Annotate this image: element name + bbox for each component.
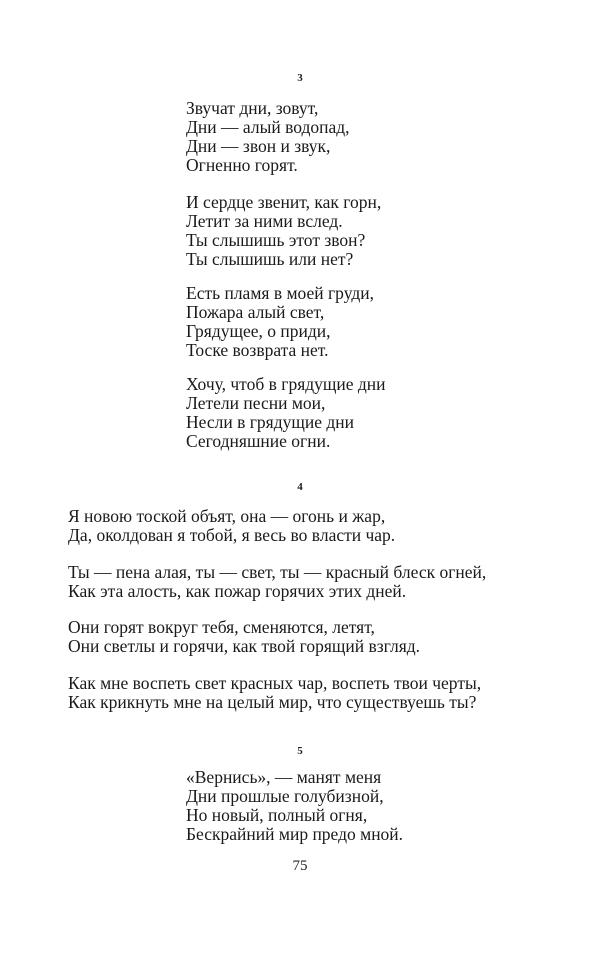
verse-line: Огненно горят. bbox=[186, 155, 298, 175]
verse-line: Они горят вокруг тебя, сменяются, летят, bbox=[68, 617, 375, 637]
verse-line: «Вернись», — манят меня bbox=[186, 767, 382, 787]
stanza bbox=[68, 618, 420, 656]
stanza bbox=[68, 674, 481, 712]
verse-line: Хочу, чтоб в грядущие дни bbox=[186, 374, 386, 394]
stanza bbox=[186, 99, 350, 175]
stanza bbox=[186, 768, 403, 844]
stanza bbox=[68, 507, 395, 545]
verse-line: Сегодняшние огни. bbox=[186, 431, 331, 451]
stanza bbox=[186, 193, 381, 269]
verse-line: Летит за ними вслед. bbox=[186, 211, 343, 231]
stanza bbox=[186, 375, 386, 451]
verse-line: Несли в грядущие дни bbox=[186, 412, 354, 432]
stanza bbox=[68, 563, 486, 601]
verse-line: Они светлы и горячи, как твой горящий взгляд. bbox=[68, 636, 421, 656]
verse-line: Но новый, полный огня, bbox=[186, 805, 368, 825]
poem-number: 5 bbox=[297, 745, 303, 757]
poem-number: 4 bbox=[297, 481, 303, 493]
page-number: 75 bbox=[292, 858, 308, 874]
verse-line: Ты — пена алая, ты — свет, ты — красный блеск огней, bbox=[68, 562, 487, 582]
verse-line: Звучат дни, зовут, bbox=[186, 98, 319, 118]
verse-line: И сердце звенит, как горн, bbox=[186, 192, 382, 212]
verse-line: Бескрайний мир предо мной. bbox=[186, 824, 404, 844]
stanza bbox=[186, 284, 374, 360]
verse-line: Как эта алость, как пожар горячих этих дней. bbox=[68, 581, 407, 601]
verse-line: Летели песни мои, bbox=[186, 393, 326, 413]
verse-line: Дни — алый водопад, bbox=[186, 117, 350, 137]
verse-line: Пожара алый свет, bbox=[186, 302, 325, 322]
verse-line: Да, околдован я тобой, я весь во власти чар. bbox=[68, 525, 396, 545]
verse-line: Дни прошлые голубизной, bbox=[186, 786, 384, 806]
verse-line: Ты слышишь или нет? bbox=[186, 249, 354, 269]
verse-line: Грядущее, о приди, bbox=[186, 321, 331, 341]
verse-line: Тоске возврата нет. bbox=[186, 340, 329, 360]
verse-line: Я новою тоской объят, она — огонь и жар, bbox=[68, 506, 386, 526]
verse-line: Ты слышишь этот звон? bbox=[186, 230, 366, 250]
poem-number: 3 bbox=[297, 72, 303, 84]
verse-line: Как мне воспеть свет красных чар, воспеть твои черты, bbox=[68, 673, 482, 693]
verse-line: Дни — звон и звук, bbox=[186, 136, 331, 156]
verse-line: Как крикнуть мне на целый мир, что существуешь ты? bbox=[68, 692, 477, 712]
verse-line: Есть пламя в моей груди, bbox=[186, 283, 374, 303]
